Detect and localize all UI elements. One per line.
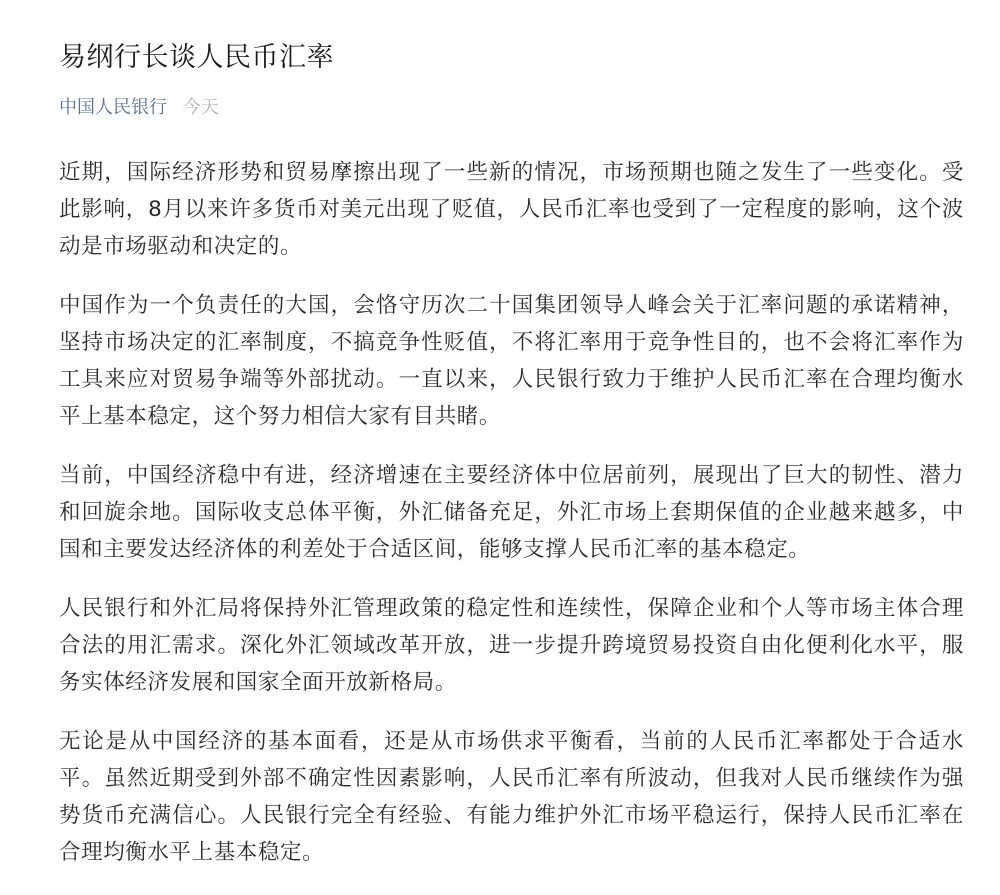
article-body bbox=[59, 154, 964, 871]
paragraph-3: 当前，中国经济稳中有进，经济增速在主要经济体中位居前列，展现出了巨大的韧性、潜力和回旋余地。国际收支总体平衡，外汇储备充足，外汇市场上套期保值的企业越来越多，中国和主要发达经济体的利差处于合适区间，能够支撑人民币汇率的基本稳定。 bbox=[59, 463, 964, 562]
article-meta bbox=[59, 90, 960, 126]
publish-date: 今天 bbox=[182, 97, 219, 118]
paragraph-4: 人民银行和外汇局将保持外汇管理政策的稳定性和连续性，保障企业和个人等市场主体合理合法的用汇需求。深化外汇领域改革开放，进一步提升跨境贸易投资自由化便利化水平，服务实体经济发展和国家全面开放新格局。 bbox=[59, 596, 964, 695]
paragraph-2: 中国作为一个负责任的大国，会恪守历次二十国集团领导人峰会关于汇率问题的承诺精神，坚持市场决定的汇率制度，不搞竞争性贬值，不将汇率用于竞争性目的，也不会将汇率作为工具来应对贸易争端等外部扰动。一直以来，人民银行致力于维护人民币汇率在合理均衡水平上基本稳定，这个努力相信大家有目共睹。 bbox=[59, 293, 964, 429]
author-link[interactable]: 中国人民银行 bbox=[59, 97, 167, 118]
paragraph-1: 近期，国际经济形势和贸易摩擦出现了一些新的情况，市场预期也随之发生了一些变化。受此影响，8月以来许多货币对美元出现了贬值，人民币汇率也受到了一定程度的影响，这个波动是市场驱动和决定的。 bbox=[59, 160, 964, 259]
article-title: 易纲行长谈人民币汇率 bbox=[59, 42, 334, 73]
paragraph-5: 无论是从中国经济的基本面看，还是从市场供求平衡看，当前的人民币汇率都处于合适水平。虽然近期受到外部不确定性因素影响，人民币汇率有所波动，但我对人民币继续作为强势货币充满信心。人民银行完全有经验、有能力维护外汇市场平稳运行，保持人民币汇率在合理均衡水平上基本稳定。 bbox=[59, 729, 964, 865]
